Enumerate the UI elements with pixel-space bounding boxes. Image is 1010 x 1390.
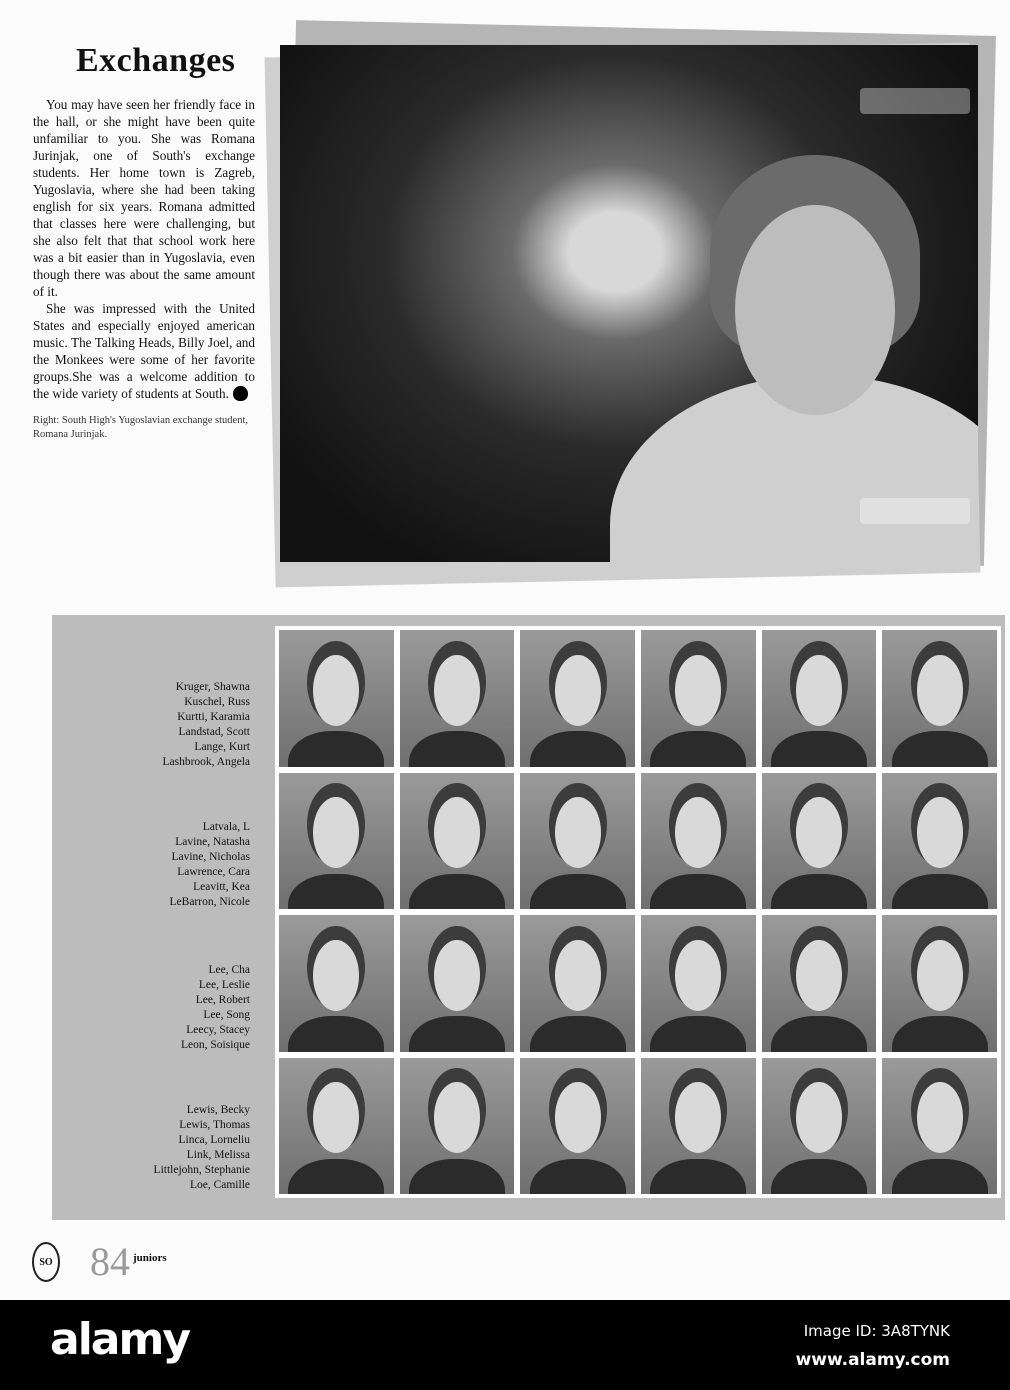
image-id: Image ID: 3A8TYNK bbox=[803, 1322, 950, 1340]
student-name: Lawrence, Cara bbox=[177, 866, 250, 878]
student-portrait bbox=[641, 1058, 756, 1195]
student-name: Leecy, Stacey bbox=[186, 1024, 250, 1036]
article-paragraph: She was impressed with the United States and especially enjoyed american music. The Talking Heads, Billy Joel, and the Monkees were some of her favorite groups.She was a welcome addition to the wide variety of students at South. bbox=[33, 301, 255, 401]
page-footer bbox=[32, 1240, 167, 1284]
end-mark-icon bbox=[233, 386, 248, 401]
student-portrait bbox=[762, 1058, 877, 1195]
name-list bbox=[30, 1103, 250, 1193]
student-name: Lavine, Nicholas bbox=[171, 851, 250, 863]
student-portrait bbox=[520, 915, 635, 1052]
student-name: Lange, Kurt bbox=[194, 741, 250, 753]
student-name: LeBarron, Nicole bbox=[169, 896, 250, 908]
article-body bbox=[33, 96, 255, 402]
portrait-grid bbox=[275, 626, 1001, 1198]
alamy-logo: alamy bbox=[50, 1314, 189, 1365]
student-name: Lewis, Becky bbox=[186, 1104, 250, 1116]
student-name: Link, Melissa bbox=[186, 1149, 250, 1161]
student-name: Lashbrook, Angela bbox=[162, 756, 250, 768]
left-column bbox=[33, 96, 255, 442]
student-portrait bbox=[641, 915, 756, 1052]
student-name: Linca, Lorneliu bbox=[178, 1134, 250, 1146]
student-portrait bbox=[279, 630, 394, 767]
watermark-bar bbox=[0, 1300, 1010, 1390]
student-name: Leavitt, Kea bbox=[193, 881, 250, 893]
student-name: Lee, Song bbox=[203, 1009, 250, 1021]
student-name: Lee, Cha bbox=[208, 964, 250, 976]
page-title: Exchanges bbox=[76, 42, 236, 79]
name-list bbox=[30, 680, 250, 770]
name-list bbox=[30, 820, 250, 910]
student-name: Littlejohn, Stephanie bbox=[153, 1164, 250, 1176]
student-portrait bbox=[400, 630, 515, 767]
student-name: Leon, Soisique bbox=[181, 1039, 250, 1051]
student-name: Kuschel, Russ bbox=[184, 696, 250, 708]
school-seal-icon: SO bbox=[32, 1242, 60, 1282]
page-number: 84 bbox=[90, 1239, 130, 1284]
student-portrait bbox=[520, 773, 635, 910]
student-name: Latvala, L bbox=[202, 821, 250, 833]
student-name: Kurtti, Karamia bbox=[177, 711, 250, 723]
student-name: Lavine, Natasha bbox=[175, 836, 250, 848]
student-portrait bbox=[762, 630, 877, 767]
student-portrait bbox=[882, 915, 997, 1052]
student-portrait bbox=[882, 1058, 997, 1195]
student-portrait bbox=[882, 630, 997, 767]
student-portrait bbox=[520, 1058, 635, 1195]
watermark-url: www.alamy.com bbox=[795, 1350, 950, 1370]
feature-photo bbox=[280, 45, 978, 562]
student-portrait bbox=[520, 630, 635, 767]
student-portrait bbox=[641, 630, 756, 767]
student-portrait bbox=[762, 773, 877, 910]
name-list bbox=[30, 963, 250, 1053]
student-portrait bbox=[641, 773, 756, 910]
student-name: Landstad, Scott bbox=[178, 726, 250, 738]
watermark-mark bbox=[860, 88, 970, 114]
student-name: Lee, Leslie bbox=[198, 979, 250, 991]
student-portrait bbox=[762, 915, 877, 1052]
student-name: Kruger, Shawna bbox=[175, 681, 250, 693]
student-portrait bbox=[279, 1058, 394, 1195]
student-portrait bbox=[400, 773, 515, 910]
student-name: Lewis, Thomas bbox=[179, 1119, 250, 1131]
student-name: Lee, Robert bbox=[195, 994, 250, 1006]
student-portrait bbox=[400, 915, 515, 1052]
photo-caption: Right: South High's Yugoslavian exchange student, Romana Jurinjak. bbox=[33, 415, 248, 440]
student-portrait bbox=[400, 1058, 515, 1195]
article-paragraph: You may have seen her friendly face in the hall, or she might have been quite unfamiliar to you. She was Romana Jurinjak, one of South's exchange students. Her home town is Zagreb, Yugoslavia, where she had been taking english for six years. Romana admitted that classes here were challenging, but she also felt that that school work here was a bit easier than in Yugoslavia, even though there was about the same amount of it. bbox=[33, 97, 255, 299]
watermark-mark bbox=[860, 498, 970, 524]
section-label: juniors bbox=[133, 1252, 167, 1264]
student-portrait bbox=[882, 773, 997, 910]
student-name: Loe, Camille bbox=[189, 1179, 250, 1191]
student-portrait bbox=[279, 915, 394, 1052]
student-portrait bbox=[279, 773, 394, 910]
